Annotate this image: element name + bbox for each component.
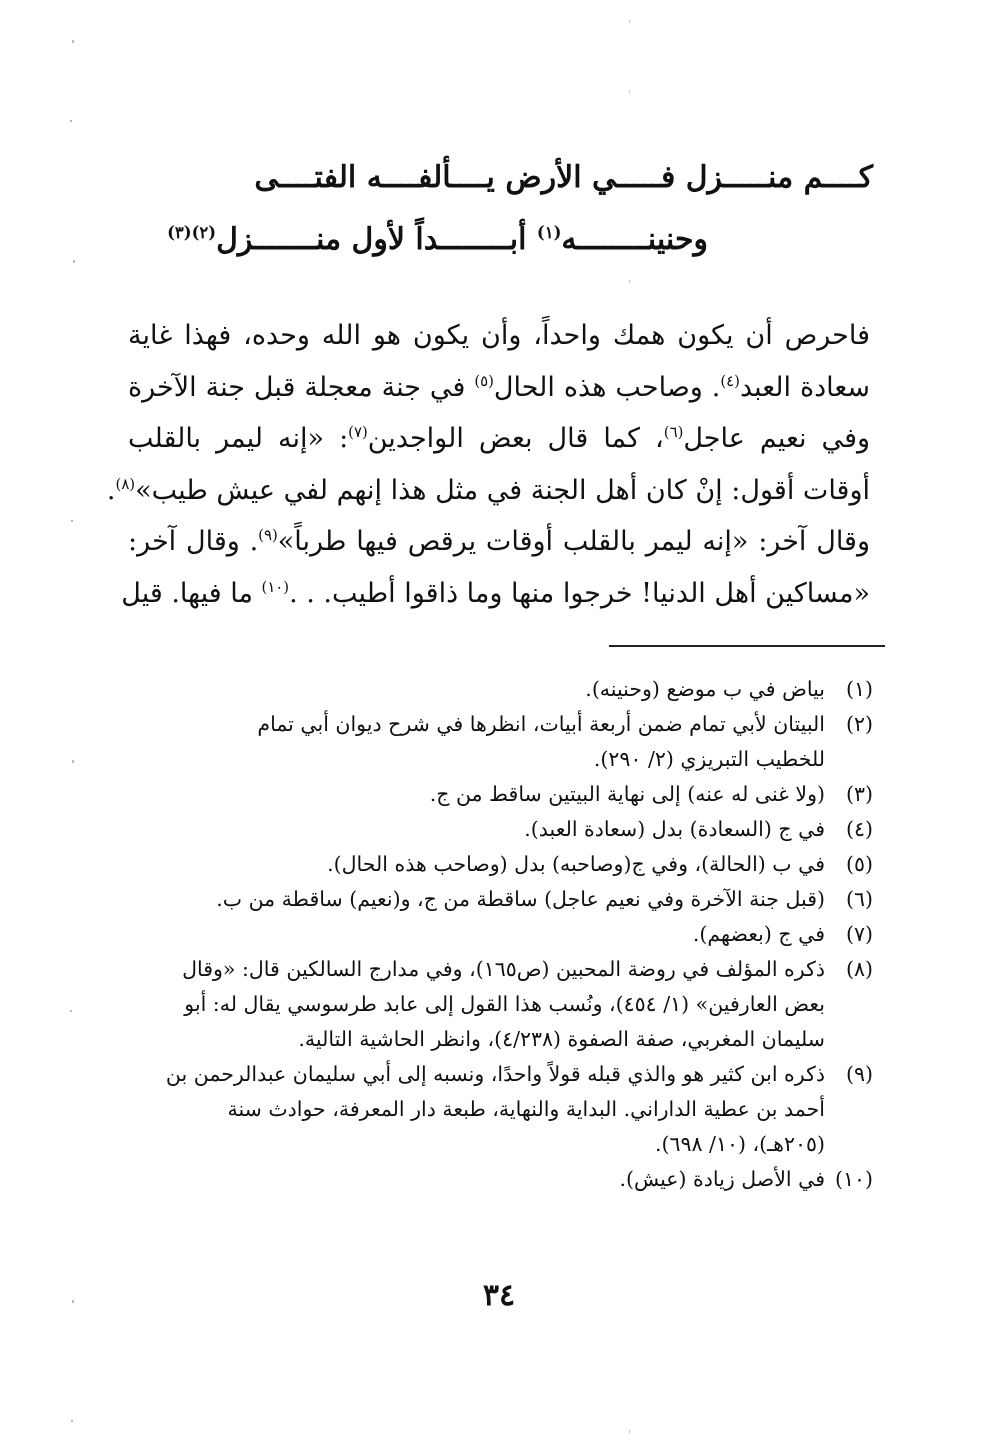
footnote-text: في ج (بعضهم). — [692, 922, 825, 946]
footnote-text: في الأصل زيادة (عيش). — [619, 1167, 825, 1191]
footnote-text: (ولا غنى له عنه) إلى نهاية البيتين ساقط من ج. — [429, 782, 825, 806]
scan-noise-left — [60, 0, 80, 1450]
body-line-2: سعادة العبد$^{(٤)}$. وصاحب هذه الحال$^{(٥)}$ في جنة معجلة قبل جنة الآخرة — [128, 371, 871, 403]
footnote-number: (٨) — [845, 957, 873, 981]
footnote-1 — [130, 672, 873, 707]
footnote-ref-4[interactable]: (٤) — [720, 371, 740, 390]
footnote-number: (٤) — [845, 817, 873, 841]
footnote-ref-6[interactable]: (٦) — [663, 423, 684, 441]
poem-verse-line-2 — [167, 222, 708, 257]
footnote-ref-10[interactable]: (١٠) — [261, 577, 290, 596]
footnote-4 — [130, 812, 873, 847]
footnote-number: (٩) — [845, 1062, 873, 1086]
footnote-separator-rule — [609, 645, 885, 647]
footnote-text: (قبل جنة الآخرة وفي نعيم عاجل) ساقطة من ج، و(نعيم) ساقطة من ب. — [216, 887, 825, 911]
footnote-text: بياض في ب موضع (وحنينه). — [585, 677, 825, 701]
body-line-1: فاحرص أن يكون همك واحداً، وأن يكون هو الله وحده، فهذا غاية — [128, 320, 870, 351]
body-line-3: وفي نعيم عاجل$^{(٦)}$، كما قال بعض الواجدين$^{(٧)}$: «إنه ليمر بالقلب — [128, 423, 871, 454]
footnote-number: (٦) — [845, 887, 873, 911]
footnote-number: (٣) — [845, 782, 873, 806]
footnote-3 — [130, 777, 873, 812]
footnote-text: البيتان لأبي تمام ضمن أربعة أبيات، انظرها في شرح ديوان أبي تمام للخطيب التبريزي (٢/ ٢٩٠). — [257, 712, 825, 771]
verse-2-text-middle: أبــــــــداً لأول منـــــــزل — [216, 222, 537, 257]
footnote-ref-8[interactable]: (٨) — [115, 474, 136, 493]
footnote-number: (٥) — [845, 852, 873, 876]
footnote-6 — [130, 882, 873, 917]
footnote-text: في ج (السعادة) بدل (سعادة العبد). — [524, 817, 825, 841]
footnote-ref-9[interactable]: (٩) — [258, 526, 278, 544]
footnote-ref-7[interactable]: (٧) — [348, 423, 368, 441]
footnote-number: (١) — [845, 677, 873, 701]
verse-2-text-before: وحنينــــــــه — [561, 222, 708, 257]
footnote-10 — [130, 1162, 873, 1197]
body-paragraph — [106, 310, 871, 619]
footnote-8 — [130, 952, 873, 1057]
footnote-text: ذكره المؤلف في روضة المحبين (ص١٦٥)، وفي مدارج السالكين قال: «وقال بعض العارفين» (١/ ٤٥٤)، ونُسب هذا القول إلى عابد طرسوسي يقال له: أبو سليمان المغربي، صفة الصفوة (٤/٢٣٨)، وانظر الحاشية التالية. — [182, 957, 825, 1051]
footnote-ref-2-3[interactable]: (٢)(٣) — [167, 223, 217, 242]
body-line-4: أوقات أقول: إنْ كان أهل الجنة في مثل هذا إنهم لفي عيش طيب»$^{(٨)}$. — [106, 474, 870, 506]
footnote-text: ذكره ابن كثير هو والذي قبله قولاً واحدًا، ونسبه إلى أبي سليمان عبدالرحمن بن أحمد بن عطية الداراني. البداية والنهاية، طبعة دار المعرفة، حوادث سنة (٢٠٥هـ)، (١٠/ ٦٩٨). — [165, 1062, 825, 1156]
footnote-number: (١٠) — [834, 1167, 873, 1191]
footnote-ref-5[interactable]: (٥) — [474, 371, 494, 390]
body-line-6: «مساكين أهل الدنيا! خرجوا منها وما ذاقوا أطيب. . .$^{(١٠)}$ ما فيها. قيل — [121, 577, 870, 609]
footnote-number: (٧) — [845, 922, 873, 946]
page-number: ٣٤ — [482, 1278, 516, 1313]
footnote-2 — [130, 707, 873, 777]
footnote-ref-1[interactable]: (١) — [536, 223, 562, 242]
footnote-number: (٢) — [845, 712, 873, 736]
body-line-5: وقال آخر: «إنه ليمر بالقلب أوقات يرقص فيها طرباً»$^{(٩)}$. وقال آخر: — [128, 526, 870, 557]
poem-verse-line-1 — [254, 160, 873, 195]
verse-1-text: كــــم منـــــزل فـــــي الأرض يــــألفــــه الفتــــى — [254, 160, 873, 195]
footnote-5 — [130, 847, 873, 882]
footnote-9 — [130, 1057, 873, 1162]
footnote-text: في ب (الحالة)، وفي ج(وصاحبه) بدل (وصاحب هذه الحال). — [327, 852, 825, 876]
footnotes-list — [130, 672, 873, 1197]
footnote-7 — [130, 917, 873, 952]
